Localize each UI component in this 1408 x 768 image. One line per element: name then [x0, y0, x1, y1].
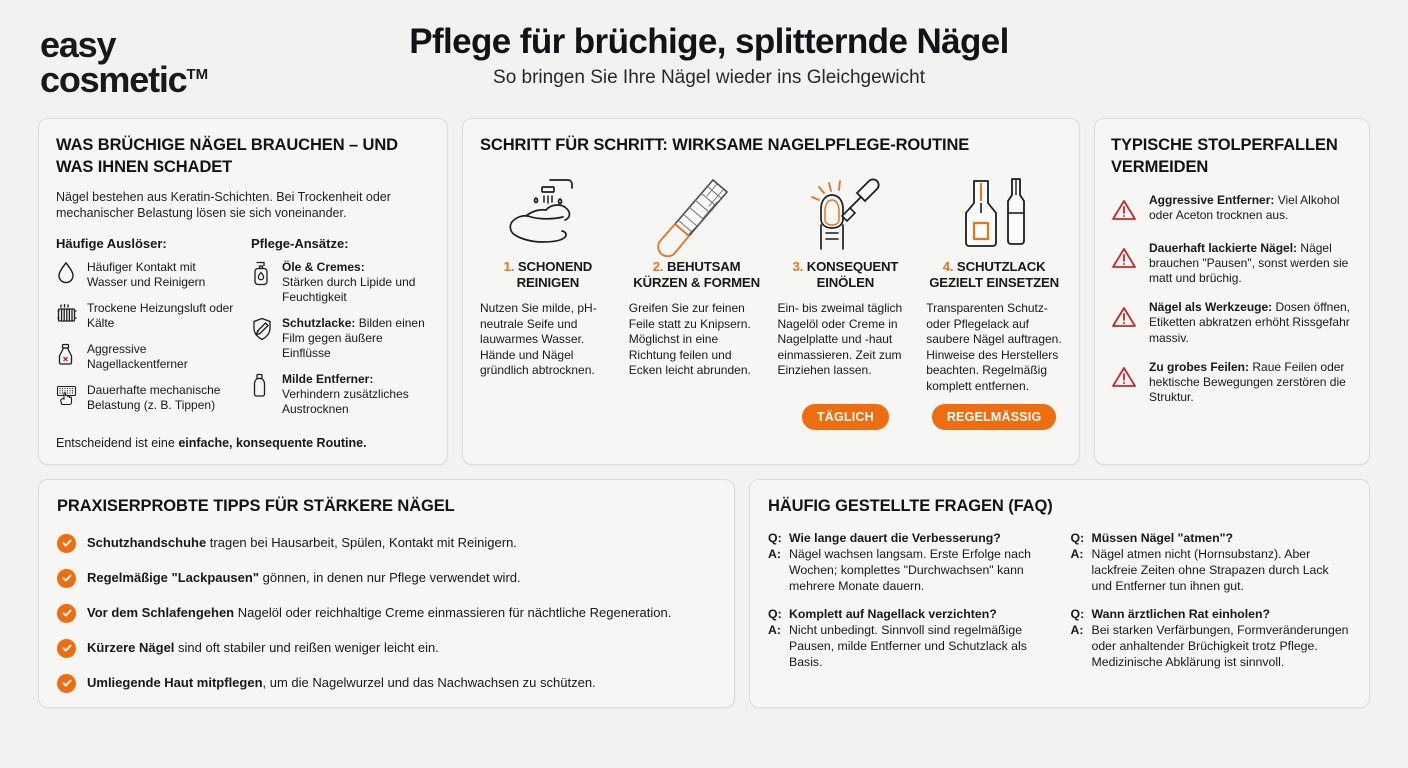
logo-line-2 — [40, 58, 340, 100]
pitfall-item — [1111, 360, 1353, 406]
step-body: Transparenten Schutz- oder Pflegelack auf saubere Nägel auftragen. Hinweise des Herstellers beachten. Regelmäßig komplett entfernen. — [926, 301, 1062, 393]
shield-brush-icon — [251, 316, 273, 347]
pitfall-desc: Raue Feilen oder hektische Bewegungen zerstören die Struktur. — [1149, 359, 1346, 405]
pitfall-bold: Dauerhaft lackierte Nägel: — [1149, 240, 1298, 255]
step-label-text: BEHUTSAM KÜRZEN & FORMEN — [633, 258, 760, 290]
tip-text — [87, 534, 517, 551]
card-title-pitfalls: TYPISCHE STOLPERFALLEN VERMEIDEN — [1111, 136, 1338, 176]
header-headings — [340, 22, 1368, 89]
warning-triangle-icon — [1111, 300, 1139, 334]
pitfall-bold: Nägel als Werkzeuge: — [1149, 300, 1273, 315]
logo-trademark: TM — [186, 65, 209, 83]
pitfall-item — [1111, 300, 1353, 346]
routine-steps — [480, 171, 1062, 395]
pitfall-item — [1111, 193, 1353, 227]
approach-item — [251, 260, 430, 305]
triggers-heading: Häufige Auslöser: — [56, 235, 167, 251]
approach-text — [282, 316, 430, 361]
pitfall-text — [1149, 360, 1353, 406]
remover-bottle-icon — [56, 342, 78, 371]
faq-entry — [768, 531, 1049, 595]
faq-question: Müssen Nägel "atmen"? — [1091, 530, 1233, 545]
trigger-item — [56, 301, 235, 331]
logo-word-cosmetic: cosmetic — [40, 58, 187, 100]
approach-item — [251, 372, 430, 417]
faq-a-key: A: — [768, 623, 781, 638]
approach-text — [282, 372, 430, 417]
step-number: 3. — [792, 258, 804, 274]
step-number: 1. — [503, 258, 515, 274]
card-faq — [749, 479, 1370, 708]
faq-column-right — [1071, 531, 1352, 685]
step-number: 4. — [942, 258, 954, 274]
check-circle-icon — [57, 569, 76, 588]
warning-triangle-icon — [1111, 193, 1139, 227]
card-title-faq: HÄUFIG GESTELLTE FRAGEN (FAQ) — [768, 496, 1053, 515]
step-body: Greifen Sie zur feinen Feile statt zu Knipsern. Möglichst in eine Richtung feilen und Ecken leicht abrunden. — [628, 301, 751, 378]
approach-bold: Öle & Cremes: — [282, 259, 365, 274]
faq-entry — [1071, 607, 1352, 671]
check-circle-icon — [57, 639, 76, 658]
faq-q-key: Q: — [1070, 530, 1085, 545]
badge-spacer — [629, 404, 765, 430]
logo-line-1: easy — [40, 24, 116, 65]
faq-entry — [1071, 531, 1352, 595]
trigger-text: Häufiger Kontakt mit Wasser und Reinigern — [87, 259, 206, 289]
trigger-text: Aggressive Nagellackentferner — [87, 341, 188, 371]
card-what-nails-need — [38, 118, 448, 465]
tip-text — [87, 569, 521, 586]
approach-desc: Stärken durch Lipide und Feuchtigkeit — [282, 274, 416, 304]
tip-item — [57, 604, 716, 623]
check-circle-icon — [57, 604, 76, 623]
radiator-icon — [56, 301, 78, 330]
faq-question-line — [768, 531, 1049, 547]
pitfall-desc: Nägel brauchen "Pausen", sonst werden sie matt und brüchig. — [1149, 240, 1349, 285]
tip-desc: gönnen, in denen nur Pflege verwendet wird. — [259, 569, 521, 585]
handwash-icon — [480, 171, 616, 257]
tip-desc: sind oft stabiler und reißen weniger leicht ein. — [174, 639, 439, 655]
step-label — [926, 259, 1062, 291]
footnote-plain: Entscheidend ist eine — [56, 435, 179, 450]
faq-question-line — [1071, 531, 1352, 547]
faq-a-key: A: — [1070, 623, 1084, 638]
warning-triangle-icon — [1111, 241, 1139, 275]
card-title-tips: PRAXISERPROBTE TIPPS FÜR STÄRKERE NÄGEL — [57, 496, 455, 515]
faq-answer-line — [1071, 623, 1352, 671]
faq-columns — [768, 531, 1351, 685]
badge-taeglich[interactable]: TÄGLICH — [802, 404, 889, 430]
faq-q-key: Q: — [1070, 607, 1085, 622]
trigger-item — [56, 260, 235, 290]
faq-q-key: Q: — [768, 530, 782, 545]
step-number: 2. — [652, 258, 664, 274]
top-card-row — [0, 118, 1408, 465]
step-body: Ein- bis zweimal täglich Nagelöl oder Creme in Nagelplatte und -haut einmassieren. Zeit zum Einziehen lassen. — [777, 301, 903, 378]
tip-text — [87, 604, 671, 621]
needs-footnote — [56, 436, 430, 450]
pitfall-text — [1149, 241, 1353, 287]
trigger-item — [56, 342, 235, 372]
brand-logo — [40, 22, 340, 98]
mild-bottle-icon — [251, 372, 273, 403]
faq-answer: Nägel atmen nicht (Hornsubstanz). Aber lackfreie Zeiten ohne Strapazen durch Lack und Entferner tun ihnen gut. — [1091, 546, 1329, 593]
tip-desc: , um die Nagelwurzel und das Nachwachsen zu schützen. — [262, 674, 596, 690]
badge-slot-regular — [926, 404, 1062, 430]
approach-item — [251, 316, 430, 361]
card-title-needs: WAS BRÜCHIGE NÄGEL BRAUCHEN – UND WAS IHNEN SCHADET — [56, 136, 398, 176]
step-label — [629, 259, 765, 291]
approaches-column — [251, 236, 430, 428]
badge-slot-daily — [778, 404, 914, 430]
step-label-text: SCHUTZLACK GEZIELT EINSETZEN — [929, 258, 1060, 290]
pitfall-bold: Aggressive Entferner: — [1149, 192, 1275, 207]
routine-step — [629, 171, 765, 395]
trigger-item — [56, 383, 235, 413]
pitfall-text — [1149, 300, 1353, 346]
faq-question-line — [768, 607, 1049, 623]
water-drop-icon — [56, 260, 78, 289]
card-routine — [462, 118, 1080, 465]
pitfall-bold: Zu grobes Feilen: — [1149, 359, 1250, 374]
card-title-routine: SCHRITT FÜR SCHRITT: WIRKSAME NAGELPFLEGE-ROUTINE — [480, 136, 970, 154]
check-circle-icon — [57, 534, 76, 553]
tip-desc: tragen bei Hausarbeit, Spülen, Kontakt mit Reinigern. — [206, 534, 517, 550]
faq-answer-line — [768, 623, 1049, 671]
faq-a-key: A: — [1070, 546, 1084, 561]
faq-question-line — [1071, 607, 1352, 623]
pump-bottle-icon — [251, 260, 273, 292]
nail-file-icon — [629, 171, 765, 257]
faq-question: Wie lange dauert die Verbesserung? — [789, 530, 1001, 545]
pitfall-desc: Dosen öffnen, Etiketten abkratzen erhöht Rissgefahr massiv. — [1149, 300, 1351, 345]
footnote-bold: einfache, konsequente Routine. — [178, 435, 367, 450]
pitfall-text — [1149, 193, 1353, 223]
tip-bold: Regelmäßige "Lackpausen" — [87, 569, 259, 585]
routine-step — [926, 171, 1062, 395]
nail-polish-icon — [926, 171, 1062, 257]
tip-item — [57, 534, 716, 553]
routine-step — [778, 171, 914, 395]
bottom-card-row — [0, 465, 1408, 708]
page-title: Pflege für brüchige, splitternde Nägel — [409, 22, 1009, 61]
faq-a-key: A: — [768, 546, 781, 561]
approach-desc: Verhindern zusätzliches Austrocknen — [282, 386, 409, 416]
cuticle-oil-dropper-icon — [778, 171, 914, 257]
faq-column-left — [768, 531, 1049, 685]
faq-q-key: Q: — [768, 607, 782, 622]
tip-bold: Kürzere Nägel — [87, 639, 175, 655]
step-label — [778, 259, 914, 291]
step-label-text: KONSEQUENT EINÖLEN — [806, 258, 899, 290]
approach-desc: Bilden einen Film gegen äußere Einflüsse — [282, 315, 425, 360]
trigger-text: Dauerhafte mechanische Belastung (z. B. Tippen) — [87, 382, 221, 412]
step-label-text: SCHONEND REINIGEN — [516, 258, 593, 290]
trigger-text: Trockene Heizungsluft oder Kälte — [87, 300, 234, 330]
approach-text — [282, 260, 430, 305]
tip-item — [57, 639, 716, 658]
approach-bold: Milde Entferner: — [282, 371, 374, 386]
tip-desc: Nagelöl oder reichhaltige Creme einmassieren für nächtliche Regeneration. — [234, 604, 672, 620]
tip-bold: Umliegende Haut mitpflegen — [87, 674, 263, 690]
tip-text — [87, 674, 596, 691]
needs-columns — [56, 236, 430, 428]
badge-regelmaessig[interactable]: REGELMÄSSIG — [932, 404, 1057, 430]
check-circle-icon — [57, 674, 76, 693]
faq-answer: Bei starken Verfärbungen, Formveränderungen oder anhaltender Brüchigkeit trotz Pflege. Medizinische Abklärung ist sinnvoll. — [1091, 623, 1349, 670]
faq-answer: Nägel wachsen langsam. Erste Erfolge nach Wochen; komplettes "Durchwachsen" kann mehrere Monate dauern. — [789, 546, 1031, 593]
tip-item — [57, 569, 716, 588]
badge-spacer — [480, 404, 616, 430]
tip-bold: Schutzhandschuhe — [87, 534, 207, 550]
approach-bold: Schutzlacke: — [282, 315, 356, 330]
step-body: Nutzen Sie milde, pH-neutrale Seife und lauwarmes Wasser. Hände und Nägel gründlich abtrocknen. — [480, 301, 597, 378]
card-tips — [38, 479, 735, 708]
warning-triangle-icon — [1111, 360, 1139, 394]
pitfall-desc: Viel Alkohol oder Aceton trocknen aus. — [1149, 192, 1340, 222]
page-subtitle: So bringen Sie Ihre Nägel wieder ins Gleichgewicht — [493, 67, 925, 89]
routine-step — [480, 171, 616, 395]
keyboard-typing-icon — [56, 383, 78, 412]
faq-question: Komplett auf Nagellack verzichten? — [789, 607, 997, 622]
faq-question: Wann ärztlichen Rat einholen? — [1091, 607, 1271, 622]
page-header — [0, 0, 1408, 118]
pitfall-item — [1111, 241, 1353, 287]
card-pitfalls — [1094, 118, 1370, 465]
faq-entry — [768, 607, 1049, 671]
routine-badges — [480, 404, 1062, 430]
step-label — [480, 259, 616, 291]
triggers-column — [56, 236, 235, 428]
faq-answer-line — [768, 547, 1049, 595]
approaches-heading: Pflege-Ansätze: — [251, 235, 349, 251]
needs-intro-text: Nägel bestehen aus Keratin-Schichten. Bei Trockenheit oder mechanischer Belastung lösen sie sich voneinander. — [56, 189, 391, 221]
tip-item — [57, 674, 716, 693]
tip-text — [87, 639, 439, 656]
faq-answer: Nicht unbedingt. Sinnvoll sind regelmäßige Pausen, milde Entferner und Schutzlack als Basis. — [789, 623, 1027, 670]
faq-answer-line — [1071, 547, 1352, 595]
tip-bold: Vor dem Schlafengehen — [87, 604, 235, 620]
